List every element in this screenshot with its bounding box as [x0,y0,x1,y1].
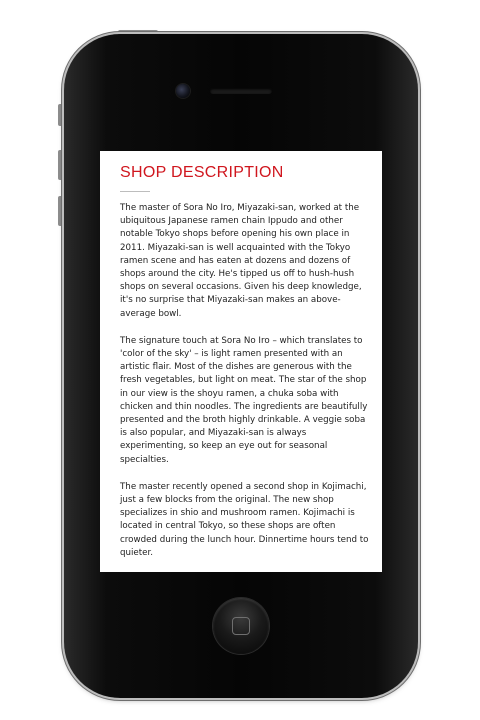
description-paragraph-2: The signature touch at Sora No Iro – which translates to 'color of the sky' – is light ramen presented with an artistic flair. Most of the dishes are generous with the fresh vegetables, but light on meat. The star of the shop in our view is the shoyu ramen, a chuka soba with chicken and thin noodles. The ingredients are beautifully presented and the broth highly drinkable. A veggie soba is also popular, and Miyazaki-san is always experimenting, so keep an eye out for seasonal specialties. [120,335,368,465]
section-title: SHOP DESCRIPTION [120,164,284,181]
home-button[interactable] [213,598,269,654]
shop-description-section [100,151,382,560]
front-camera-icon [176,84,190,98]
phone-screen[interactable] [100,151,382,572]
description-paragraph-1: The master of Sora No Iro, Miyazaki-san, worked at the ubiquitous Japanese ramen chain Ippudo and other notable Tokyo shops before opening his own place in 2011. Miyazaki-san is well acquainted with the Tokyo ramen scene and has eaten at dozens and dozens of shops around the city. He's tipped us off to hush-hush shops on several occasions. Given his deep knowledge, it's no surprise that Miyazaki-san makes an above-average bowl. [120,203,362,319]
earpiece-speaker [210,88,272,94]
description-paragraph-3: The master recently opened a second shop in Kojimachi, just a few blocks from the original. The new shop specializes in shio and mushroom ramen. Kojimachi is located in central Tokyo, so these shops are often crowded during the lunch hour. Dinnertime hours tend to quieter. [120,481,369,558]
title-divider [120,191,150,192]
home-square-icon [232,617,250,635]
